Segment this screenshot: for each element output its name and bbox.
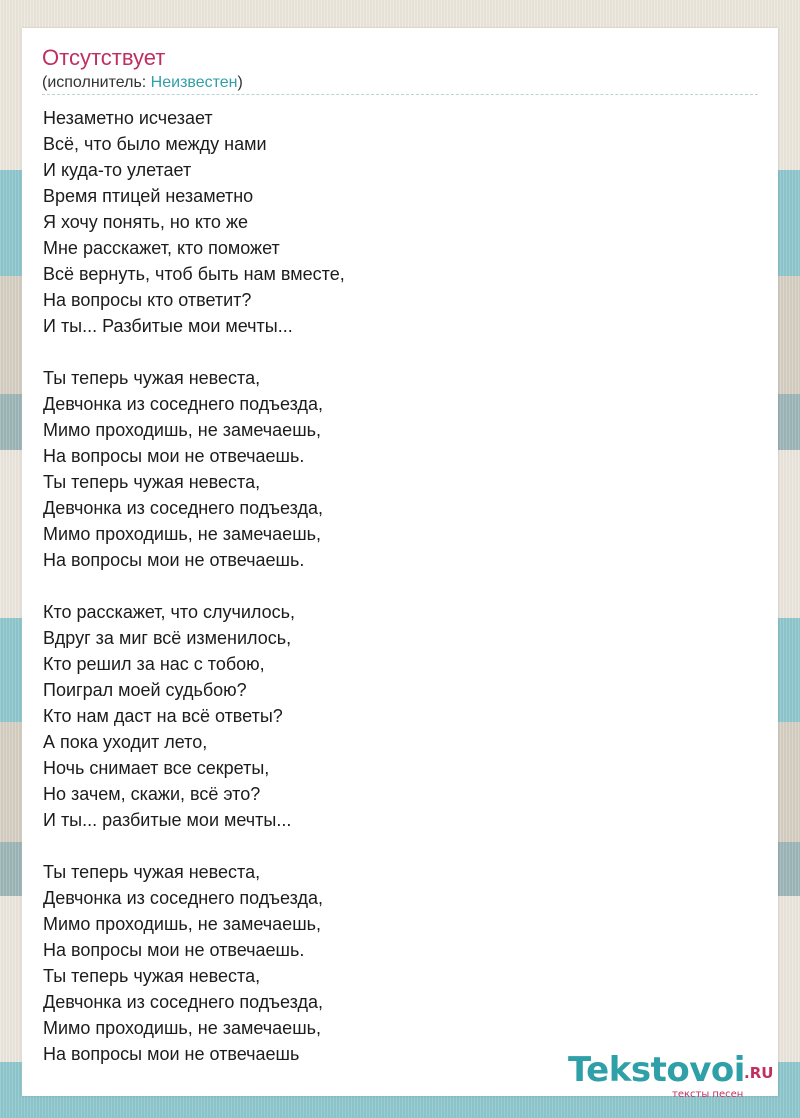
- song-title: Отсутствует: [42, 45, 166, 70]
- lyric-line: Но зачем, скажи, всё это?: [43, 784, 261, 804]
- lyric-line: Кто решил за нас с тобою,: [43, 654, 265, 674]
- header-divider: [42, 94, 758, 95]
- lyric-line: Мимо проходишь, не замечаешь,: [43, 420, 322, 440]
- lyric-line: На вопросы мои не отвечаешь.: [43, 550, 305, 570]
- lyric-line: Всё, что было между нами: [43, 134, 267, 154]
- lyric-line: Мимо проходишь, не замечаешь,: [43, 914, 322, 934]
- lyric-line: Ты теперь чужая невеста,: [43, 862, 261, 882]
- lyrics-sheet: [22, 28, 778, 1100]
- lyric-line: А пока уходит лето,: [43, 732, 208, 752]
- lyric-line: Время птицей незаметно: [43, 186, 254, 206]
- artist-link[interactable]: Неизвестен: [150, 74, 238, 91]
- lyric-line: Незаметно исчезает: [43, 108, 213, 128]
- stanza-gap: [43, 339, 345, 365]
- lyric-line: На вопросы кто ответит?: [43, 290, 252, 310]
- artist-line: [42, 73, 243, 93]
- brand-tld: .RU: [744, 1064, 774, 1082]
- lyric-line: Всё вернуть, чтоб быть нам вместе,: [43, 264, 345, 284]
- lyrics-body: [43, 105, 345, 1067]
- lyric-line: Девчонка из соседнего подъезда,: [43, 888, 324, 908]
- lyric-line: Девчонка из соседнего подъезда,: [43, 498, 324, 518]
- lyric-line: Мне расскажет, кто поможет: [43, 238, 280, 258]
- lyric-line: Вдруг за миг всё изменилось,: [43, 628, 292, 648]
- lyric-line: Ты теперь чужая невеста,: [43, 472, 261, 492]
- stanza-gap: [43, 833, 345, 859]
- brand-name: Tekstovoi: [568, 1050, 745, 1090]
- artist-suffix: ): [237, 74, 243, 91]
- lyric-line: Девчонка из соседнего подъезда,: [43, 394, 324, 414]
- lyric-line: Кто нам даст на всё ответы?: [43, 706, 283, 726]
- brand-logo[interactable]: [568, 1050, 778, 1098]
- lyric-line: И ты... Разбитые мои мечты...: [43, 316, 293, 336]
- brand-tagline: тексты песен: [672, 1089, 744, 1100]
- lyric-line: Мимо проходишь, не замечаешь,: [43, 1018, 322, 1038]
- lyric-line: И куда-то улетает: [43, 160, 192, 180]
- lyric-line: На вопросы мои не отвечаешь.: [43, 940, 305, 960]
- lyric-line: На вопросы мои не отвечаешь.: [43, 446, 305, 466]
- lyric-line: Девчонка из соседнего подъезда,: [43, 992, 324, 1012]
- lyric-line: И ты... разбитые мои мечты...: [43, 810, 292, 830]
- artist-prefix: (исполнитель:: [42, 74, 151, 91]
- lyric-line: На вопросы мои не отвечаешь: [43, 1044, 300, 1064]
- lyric-line: Ты теперь чужая невеста,: [43, 966, 261, 986]
- lyric-line: Поиграл моей судьбою?: [43, 680, 247, 700]
- lyric-line: Я хочу понять, но кто же: [43, 212, 248, 232]
- lyric-line: Мимо проходишь, не замечаешь,: [43, 524, 322, 544]
- lyric-line: Ночь снимает все секреты,: [43, 758, 270, 778]
- lyric-line: Ты теперь чужая невеста,: [43, 368, 261, 388]
- stanza-gap: [43, 573, 345, 599]
- lyric-line: Кто расскажет, что случилось,: [43, 602, 296, 622]
